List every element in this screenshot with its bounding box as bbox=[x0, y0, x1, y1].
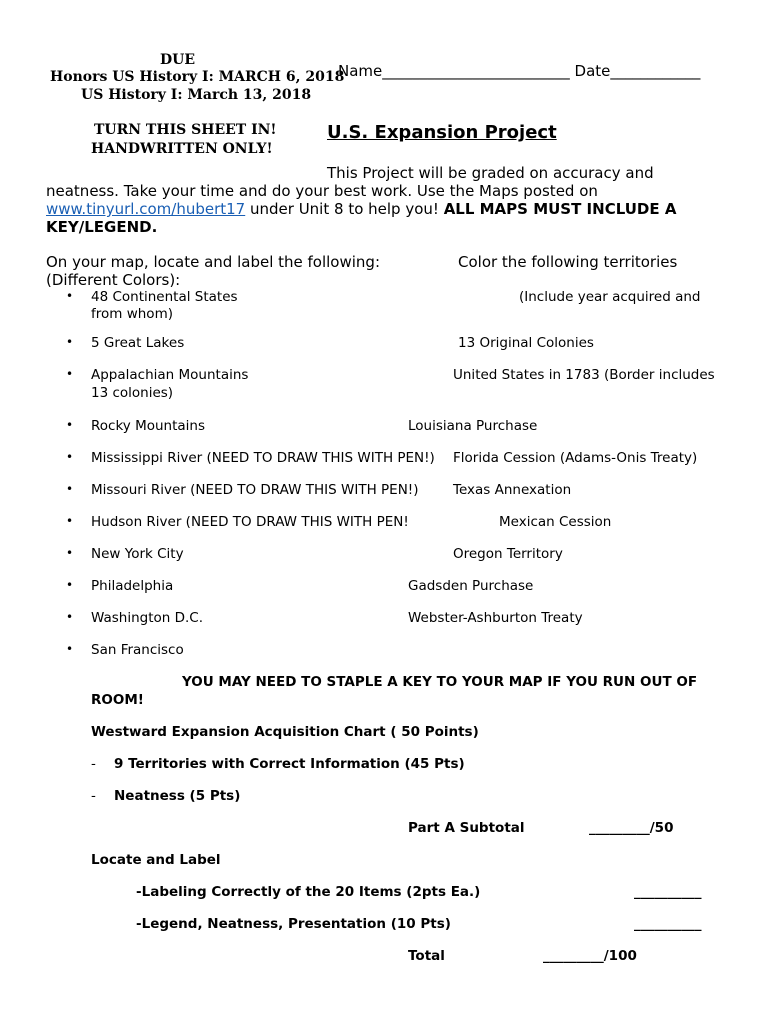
list-item: New York City bbox=[91, 546, 184, 562]
intro-line-3 bbox=[46, 200, 676, 218]
list-item: Philadelphia bbox=[91, 578, 174, 594]
name-date-field: Name_________________________ Date____________ bbox=[338, 62, 701, 80]
bullet-icon: • bbox=[66, 482, 74, 496]
staple-notice: YOU MAY NEED TO STAPLE A KEY TO YOUR MAP IF YOU RUN OUT OF bbox=[182, 674, 698, 690]
turn-in-notice: TURN THIS SHEET IN! bbox=[94, 122, 277, 138]
resource-link[interactable]: www.tinyurl.com/hubert17 bbox=[46, 200, 246, 218]
dash-icon: - bbox=[91, 788, 96, 804]
territory-item: 13 Original Colonies bbox=[458, 335, 594, 351]
list-item: Washington D.C. bbox=[91, 610, 204, 626]
list-item: Missouri River (NEED TO DRAW THIS WITH PEN!) bbox=[91, 482, 419, 498]
list-item: Mississippi River (NEED TO DRAW THIS WITH PEN!) bbox=[91, 450, 435, 466]
color-territories-heading: Color the following territories bbox=[458, 253, 678, 271]
bullet-icon: • bbox=[66, 514, 74, 528]
bullet-icon: • bbox=[66, 642, 74, 656]
honors-due-date: Honors US History I: MARCH 6, 2018 bbox=[50, 69, 345, 85]
bullet-icon: • bbox=[66, 546, 74, 560]
chart-heading: Westward Expansion Acquisition Chart ( 50 Points) bbox=[91, 724, 479, 740]
page-title: U.S. Expansion Project bbox=[327, 122, 557, 143]
territory-item: Texas Annexation bbox=[453, 482, 572, 498]
regular-due-date: US History I: March 13, 2018 bbox=[81, 87, 312, 103]
key-legend-requirement: ALL MAPS MUST INCLUDE A bbox=[443, 200, 677, 218]
total-blank: _________/100 bbox=[543, 948, 637, 964]
list-item: San Francisco bbox=[91, 642, 184, 658]
locate-heading: On your map, locate and label the following: bbox=[46, 253, 381, 271]
bullet-icon: • bbox=[66, 450, 74, 464]
bullet-icon: • bbox=[66, 367, 74, 381]
list-item: Hudson River (NEED TO DRAW THIS WITH PEN! bbox=[91, 514, 409, 530]
list-item-wrap: 13 colonies) bbox=[91, 385, 174, 401]
territory-item: Louisiana Purchase bbox=[408, 418, 538, 434]
part-a-subtotal-label: Part A Subtotal bbox=[408, 820, 525, 836]
legend-criterion: -Legend, Neatness, Presentation (10 Pts) bbox=[136, 916, 451, 932]
locate-heading-colors: (Different Colors): bbox=[46, 271, 181, 289]
intro-line-2: neatness. Take your time and do your best work. Use the Maps posted on bbox=[46, 182, 598, 200]
key-legend-requirement-cont: KEY/LEGEND. bbox=[46, 218, 158, 236]
list-item-wrap: from whom) bbox=[91, 306, 173, 322]
territory-item: (Include year acquired and bbox=[519, 289, 701, 305]
bullet-icon: • bbox=[66, 418, 74, 432]
territory-item: Webster-Ashburton Treaty bbox=[408, 610, 583, 626]
list-item: 5 Great Lakes bbox=[91, 335, 185, 351]
list-item: 48 Continental States bbox=[91, 289, 238, 305]
labeling-criterion: -Labeling Correctly of the 20 Items (2pts Ea.) bbox=[136, 884, 481, 900]
bullet-icon: • bbox=[66, 289, 74, 303]
list-item: Rocky Mountains bbox=[91, 418, 205, 434]
intro-line-1: This Project will be graded on accuracy and bbox=[327, 164, 654, 182]
legend-blank: __________ bbox=[634, 916, 702, 932]
chart-item-neatness: Neatness (5 Pts) bbox=[114, 788, 241, 804]
territory-item: Gadsden Purchase bbox=[408, 578, 534, 594]
territory-item: Oregon Territory bbox=[453, 546, 563, 562]
list-item: Appalachian Mountains bbox=[91, 367, 249, 383]
part-a-subtotal-blank: _________/50 bbox=[589, 820, 674, 836]
handwritten-notice: HANDWRITTEN ONLY! bbox=[91, 141, 273, 157]
territory-item: United States in 1783 (Border includes bbox=[453, 367, 715, 383]
territory-item: Mexican Cession bbox=[499, 514, 612, 530]
due-label: DUE bbox=[160, 52, 196, 68]
labeling-blank: __________ bbox=[634, 884, 702, 900]
bullet-icon: • bbox=[66, 610, 74, 624]
bullet-icon: • bbox=[66, 335, 74, 349]
chart-item-territories: 9 Territories with Correct Information (45 Pts) bbox=[114, 756, 465, 772]
locate-label-heading: Locate and Label bbox=[91, 852, 221, 868]
territory-item: Florida Cession (Adams-Onis Treaty) bbox=[453, 450, 698, 466]
bullet-icon: • bbox=[66, 578, 74, 592]
staple-notice-cont: ROOM! bbox=[91, 692, 144, 708]
total-label: Total bbox=[408, 948, 445, 964]
intro-line-3-text: under Unit 8 to help you! bbox=[245, 200, 444, 218]
dash-icon: - bbox=[91, 756, 96, 772]
